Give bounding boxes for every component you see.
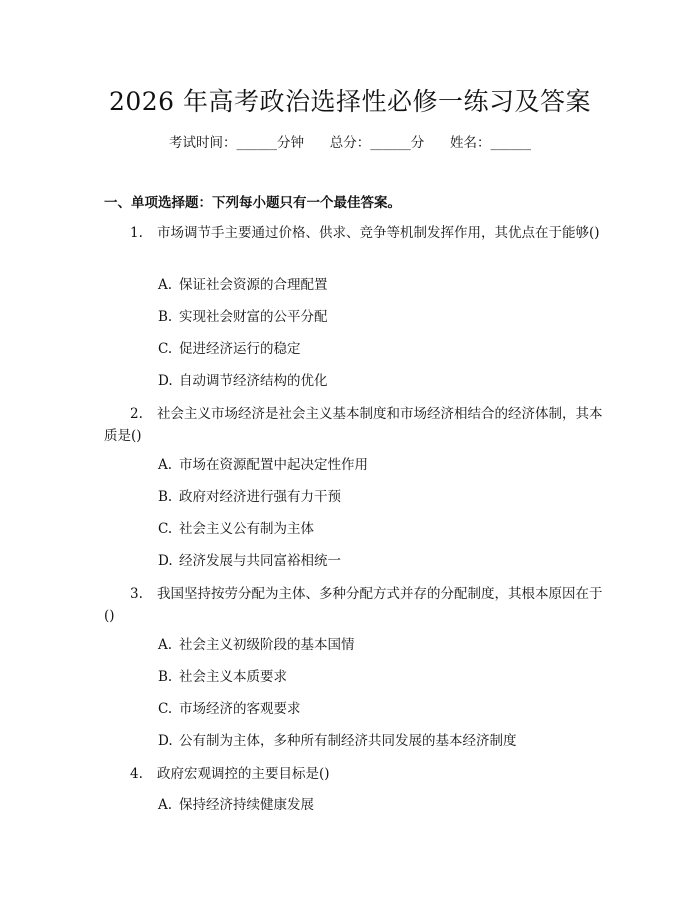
option-3d bbox=[158, 731, 517, 751]
option-3a bbox=[158, 635, 355, 655]
option-text: 实现社会财富的公平分配 bbox=[179, 309, 328, 325]
option-letter: A. bbox=[158, 457, 173, 473]
option-text: 市场经济的客观要求 bbox=[179, 701, 301, 717]
option-1b bbox=[158, 307, 328, 327]
option-1c bbox=[158, 339, 301, 359]
question-number: 2. bbox=[130, 406, 143, 422]
option-letter: C. bbox=[158, 701, 173, 717]
option-text: 社会主义本质要求 bbox=[179, 669, 287, 685]
question-text: 政府宏观调控的主要目标是() bbox=[157, 766, 330, 782]
option-2d bbox=[158, 551, 341, 571]
question-text: 我国坚持按劳分配为主体、多种分配方式并存的分配制度，其根本原因在于() bbox=[104, 586, 603, 624]
option-letter: C. bbox=[158, 521, 173, 537]
option-2a bbox=[158, 455, 368, 475]
question-4 bbox=[104, 763, 604, 785]
option-letter: B. bbox=[158, 309, 173, 325]
option-letter: A. bbox=[158, 277, 173, 293]
page-title: 2026 年高考政治选择性必修一练习及答案 bbox=[108, 87, 592, 116]
option-letter: B. bbox=[158, 669, 173, 685]
option-2c bbox=[158, 519, 314, 539]
question-number: 4. bbox=[130, 766, 143, 782]
exam-meta-line: 考试时间：______分钟 总分：______分 姓名：______ bbox=[169, 135, 531, 151]
question-2 bbox=[104, 403, 604, 447]
option-1d bbox=[158, 371, 328, 391]
option-letter: A. bbox=[158, 797, 173, 813]
option-text: 政府对经济进行强有力干预 bbox=[179, 489, 341, 505]
option-letter: C. bbox=[158, 341, 173, 357]
option-text: 市场在资源配置中起决定性作用 bbox=[179, 457, 368, 473]
question-3 bbox=[104, 583, 604, 627]
section-heading: 一、单项选择题：下列每小题只有一个最佳答案。 bbox=[104, 195, 401, 211]
option-letter: D. bbox=[158, 553, 173, 569]
option-4a bbox=[158, 795, 314, 815]
option-2b bbox=[158, 487, 341, 507]
question-1 bbox=[104, 222, 604, 244]
question-number: 3. bbox=[130, 586, 143, 602]
option-text: 自动调节经济结构的优化 bbox=[179, 373, 328, 389]
option-3c bbox=[158, 699, 301, 719]
option-text: 保持经济持续健康发展 bbox=[179, 797, 314, 813]
option-text: 保证社会资源的合理配置 bbox=[179, 277, 328, 293]
option-text: 经济发展与共同富裕相统一 bbox=[179, 553, 341, 569]
option-letter: D. bbox=[158, 733, 173, 749]
option-letter: D. bbox=[158, 373, 173, 389]
question-text: 社会主义市场经济是社会主义基本制度和市场经济相结合的经济体制，其本质是() bbox=[104, 406, 603, 444]
option-text: 社会主义公有制为主体 bbox=[179, 521, 314, 537]
option-letter: A. bbox=[158, 637, 173, 653]
option-letter: B. bbox=[158, 489, 173, 505]
option-3b bbox=[158, 667, 287, 687]
option-1a bbox=[158, 275, 328, 295]
question-number: 1. bbox=[130, 225, 143, 241]
question-text: 市场调节手主要通过价格、供求、竞争等机制发挥作用，其优点在于能够() bbox=[157, 225, 600, 241]
option-text: 公有制为主体，多种所有制经济共同发展的基本经济制度 bbox=[179, 733, 517, 749]
option-text: 社会主义初级阶段的基本国情 bbox=[179, 637, 355, 653]
option-text: 促进经济运行的稳定 bbox=[179, 341, 301, 357]
